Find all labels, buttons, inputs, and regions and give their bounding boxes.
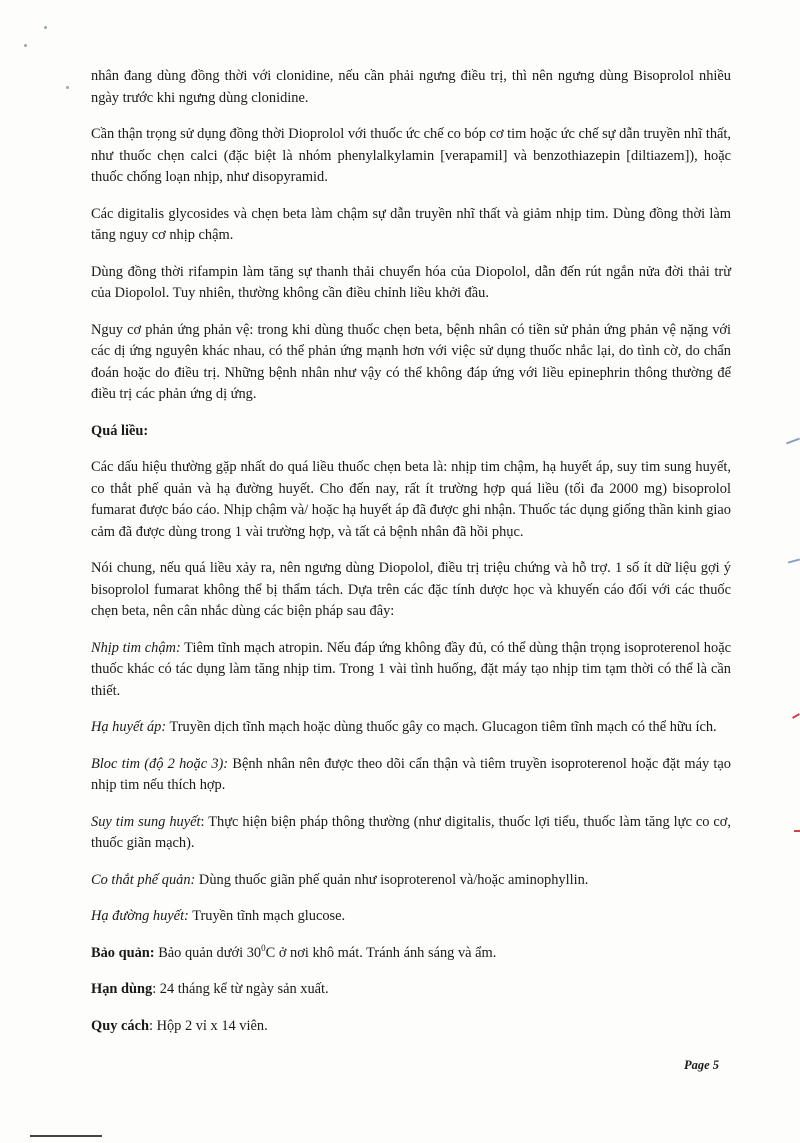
packaging-text: : Hộp 2 vỉ x 14 viên. (148, 1017, 268, 1034)
paragraph-digitalis: Các digitalis glycosides và chẹn beta làm chậm sự dẫn truyền nhĩ thất và giảm nhịp tim. Dùng đồng thời làm tăng nguy cơ nhịp chậm. (91, 205, 731, 243)
measure-text: Tiêm tĩnh mạch atropin. Nếu đáp ứng không đầy đủ, có thể dùng thận trọng isoproterenol hoặc thuốc khác có tác dụng làm tăng nhịp tim. Trong 1 vài tình huống, đặt máy tạo nhịp tim tạm thời có thể là cần thiết. (91, 639, 731, 699)
stamp-edge-mark (786, 438, 800, 445)
measure-label: Co thắt phế quản: (91, 871, 196, 888)
measure-bronchospasm (91, 870, 731, 892)
measure-label: Suy tim sung huyết (91, 813, 201, 830)
shelf-life-text: : 24 tháng kể từ ngày sản xuất. (152, 981, 329, 997)
measure-text: Truyền tĩnh mạch glucose. (188, 908, 346, 924)
stamp-edge-mark (794, 830, 800, 832)
stamp-edge-mark (788, 558, 800, 563)
document-page (91, 66, 731, 1052)
measure-heart-block (91, 754, 731, 797)
storage-superscript: 0 (261, 942, 266, 953)
measure-hypoglycemia (91, 906, 731, 928)
paragraph-overdose-signs: Các dấu hiệu thường gặp nhất do quá liều thuốc chẹn beta là: nhịp tim chậm, hạ huyết áp, suy tim sung huyết, co thắt phế quản và hạ đường huyết. Cho đến nay, rất ít trường hợp quá liều (tối đa 2000 mg) bisoprolol fumarat được báo cáo. Nhịp chậm và/ hoặc hạ huyết áp đã được ghi nhận. Thuốc tác dụng giống thần kinh giao cảm đã được dùng trong 1 vài trường hợp, và tất cả bệnh nhân đã hồi phục. (91, 459, 731, 540)
measure-bradycardia (91, 638, 731, 703)
measure-label: Hạ huyết áp: (91, 719, 167, 735)
storage-text-before: Bảo quản dưới 30 (154, 944, 262, 961)
stamp-edge-mark (792, 713, 800, 719)
scan-dot-mark (44, 26, 47, 29)
paragraph-anaphylaxis: Nguy cơ phản ứng phản vệ: trong khi dùng thuốc chẹn beta, bệnh nhân có tiền sử phản ứng phản vệ nặng với các dị ứng nguyên khác nhau, có thể phản ứng mạnh hơn với việc sử dụng thuốc nhắc lại, do tình cờ, do chẩn đoán hoặc do điều trị. Những bệnh nhân như vậy có thể không đáp ứng với liều epinephrin thông thường để điều trị các phản ứng dị ứng. (91, 321, 731, 402)
section-heading-overdose: Quá liều: (91, 422, 149, 439)
shelf-life-line (91, 979, 731, 1001)
paragraph-overdose-management: Nói chung, nếu quá liều xảy ra, nên ngưng dùng Diopolol, điều trị triệu chứng và hỗ trợ. 1 số ít dữ liệu gợi ý bisoprolol fumarat không thể bị thẩm tách. Dựa trên các đặc tính dược học và khuyến cáo đối với các thuốc chẹn beta, nên cân nhắc dùng các biện pháp sau đây: (91, 560, 731, 619)
measure-heart-failure (91, 812, 731, 855)
shelf-life-label: Hạn dùng (91, 981, 153, 997)
storage-label: Bảo quản: (91, 944, 155, 961)
scan-edge-bar (30, 1135, 102, 1137)
paragraph-dioprolol-caution: Cần thận trọng sử dụng đồng thời Dioprolol với thuốc ức chế co bóp cơ tim hoặc ức chế sự dẫn truyền nhĩ thất, như thuốc chẹn calci (đặc biệt là nhóm phenylalkylamin [verapamil] và benzothiazepin [diltiazem]), hoặc thuốc chống loạn nhịp, như disopyramid. (91, 126, 731, 185)
paragraph-clonidine: nhân đang dùng đồng thời với clonidine, nếu cần phải ngưng điều trị, thì nên ngưng dùng Bisoprolol nhiều ngày trước khi ngưng dùng clonidine. (91, 68, 731, 106)
paragraph-rifampin: Dùng đồng thời rifampin làm tăng sự thanh thải chuyển hóa của Diopolol, dẫn đến rút ngắn nửa đời thải trừ của Diopolol. Tuy nhiên, thường không cần điều chỉnh liều khởi đầu. (91, 263, 731, 301)
measure-text: Dùng thuốc giãn phế quản như isoproterenol và/hoặc aminophyllin. (195, 871, 589, 888)
storage-text-after: C ở nơi khô mát. Tránh ánh sáng và ẩm. (265, 944, 497, 961)
measure-text: : Thực hiện biện pháp thông thường (như digitalis, thuốc lợi tiểu, thuốc làm tăng lực co cơ, thuốc giãn mạch). (91, 813, 731, 851)
measure-text: Truyền dịch tĩnh mạch hoặc dùng thuốc gây co mạch. Glucagon tiêm tĩnh mạch có thể hữu ích. (166, 719, 717, 735)
packaging-line (91, 1016, 731, 1038)
storage-line (91, 943, 731, 965)
packaging-label: Quy cách (91, 1017, 149, 1034)
measure-label: Hạ đường huyết: (91, 908, 189, 924)
scan-dot-mark (24, 44, 27, 47)
scan-dot-mark (66, 86, 69, 89)
page-number: Page 5 (683, 1058, 719, 1072)
measure-text: Bệnh nhân nên được theo dõi cẩn thận và tiêm truyền isoproterenol hoặc đặt máy tạo nhịp tim nếu thích hợp. (91, 755, 731, 793)
measure-label: Bloc tim (độ 2 hoặc 3): (91, 755, 229, 772)
measure-hypotension (91, 717, 731, 739)
measure-label: Nhịp tim chậm: (91, 639, 181, 656)
